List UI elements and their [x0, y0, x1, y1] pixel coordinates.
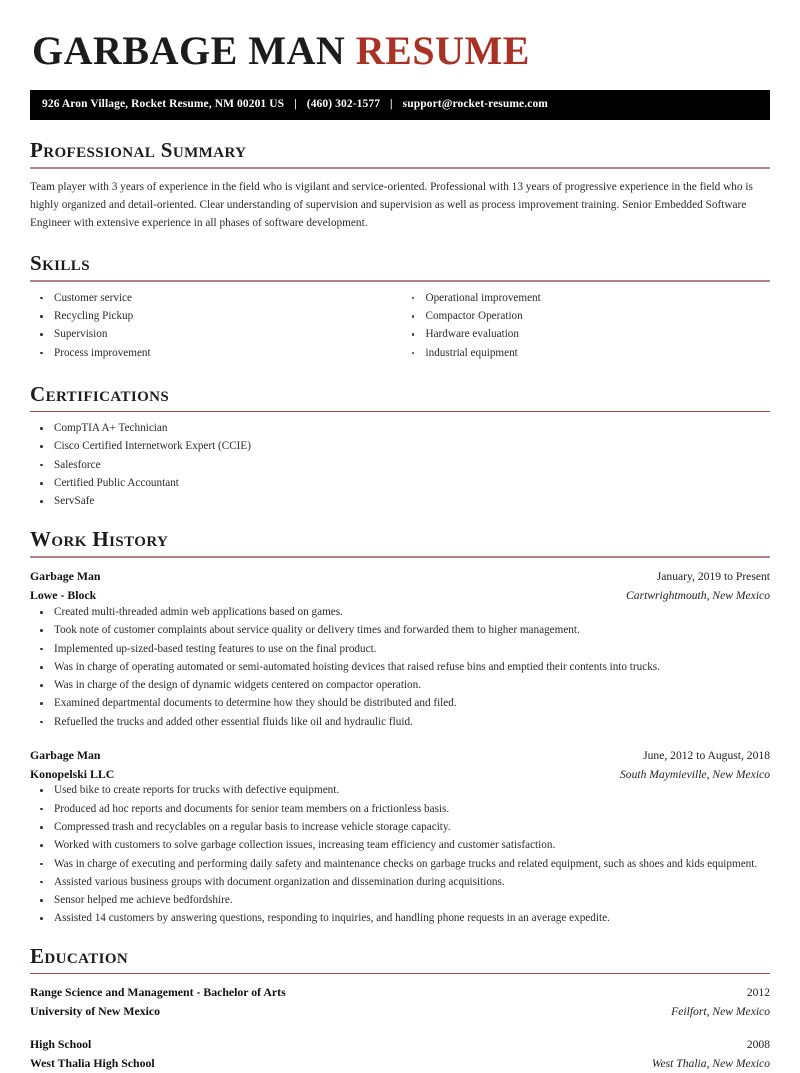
list-item: Created multi-threaded admin web applications based on games.	[30, 605, 770, 620]
work-entry-company-row	[30, 765, 770, 784]
education-degree-row	[30, 1035, 770, 1054]
work-entry-title-row	[30, 567, 770, 586]
section-professional-summary	[30, 138, 770, 233]
work-entry-title-row	[30, 746, 770, 765]
work-entry	[30, 567, 770, 729]
list-item: Assisted various business groups with document organization and dissemination during acquisitions.	[30, 875, 770, 890]
list-item: Was in charge of executing and performing daily safety and maintenance checks on garbage trucks and related equipment, such as shoes and kids equipment.	[30, 857, 770, 872]
list-item: Operational improvement	[402, 291, 771, 306]
work-entry-company-row	[30, 586, 770, 605]
list-item: Was in charge of operating automated or semi-automated hoisting devices that raised refuse bins and emptied their contents into trucks.	[30, 660, 770, 675]
section-heading-summary: Professional Summary	[30, 137, 247, 162]
list-item: Customer service	[30, 291, 399, 306]
section-education	[30, 944, 770, 1073]
list-item: Took note of customer complaints about service quality or delivery times and forwarded them to higher management.	[30, 623, 770, 638]
list-item: Refuelled the trucks and added other essential fluids like oil and hydraulic fluid.	[30, 715, 770, 730]
section-work-history	[30, 527, 770, 926]
education-entry	[30, 1035, 770, 1073]
contact-separator-2: |	[390, 98, 393, 110]
list-item: Compressed trash and recyclables on a regular basis to increase vehicle storage capacity.	[30, 820, 770, 835]
contact-phone[interactable]: (460) 302-1577	[306, 98, 381, 110]
education-school: West Thalia High School	[30, 1056, 155, 1071]
list-item: Salesforce	[30, 458, 770, 473]
list-item: Hardware evaluation	[402, 327, 771, 342]
list-item: industrial equipment	[402, 346, 771, 361]
education-degree-row	[30, 983, 770, 1002]
list-item: Certified Public Accountant	[30, 476, 770, 491]
list-item: Recycling Pickup	[30, 309, 399, 324]
job-dates: June, 2012 to August, 2018	[643, 748, 770, 762]
section-heading-certifications: Certifications	[30, 381, 170, 406]
section-rule-work-history	[30, 556, 770, 558]
list-item: Assisted 14 customers by answering questions, responding to inquiries, and handling phone requests in an average expedite.	[30, 911, 770, 926]
contact-email[interactable]: support@rocket-resume.com	[402, 98, 548, 110]
section-rule-education	[30, 973, 770, 974]
education-degree: Range Science and Management - Bachelor of Arts	[30, 985, 286, 1000]
education-school-row	[30, 1002, 770, 1021]
page-title	[32, 30, 770, 72]
section-heading-skills: Skills	[30, 250, 90, 275]
contact-bar	[30, 90, 770, 120]
list-item: Supervision	[30, 327, 399, 342]
title-name: GARBAGE MAN	[32, 28, 346, 73]
contact-separator-1: |	[294, 98, 297, 110]
education-year: 2012	[746, 986, 770, 1000]
section-heading-education: Education	[30, 944, 129, 969]
job-title: Garbage Man	[30, 569, 101, 584]
list-item: Implemented up-sized-based testing features to use on the final product.	[30, 642, 770, 657]
work-entry	[30, 746, 770, 927]
section-rule-skills	[30, 280, 770, 282]
list-item: Was in charge of the design of dynamic widgets centered on compactor operation.	[30, 678, 770, 693]
job-company: Lowe - Block	[30, 588, 97, 603]
education-degree: High School	[30, 1037, 92, 1052]
list-item: Examined departmental documents to determine how they should be distributed and filed.	[30, 696, 770, 711]
title-word-resume: RESUME	[355, 28, 530, 73]
section-certifications	[30, 382, 770, 509]
section-rule-certifications	[30, 411, 770, 412]
list-item: Cisco Certified Internetwork Expert (CCIE)	[30, 439, 770, 454]
summary-text: Team player with 3 years of experience in the field who is vigilant and service-oriented. Professional with 13 years of progressive experience in the field who is highly organized and detail-oriented. Clear understanding of supervision and supervision as well as process improvement training. Senior Embedded Software Engineer with extensive experience in all phases of software development.	[30, 180, 753, 230]
skills-column-left	[30, 291, 399, 364]
list-item: Compactor Operation	[402, 309, 771, 324]
education-location: West Thalia, New Mexico	[651, 1057, 770, 1071]
job-location: South Maymieville, New Mexico	[619, 767, 770, 781]
job-bullets	[30, 605, 770, 729]
list-item: Produced ad hoc reports and documents for senior team members on a frictionless basis.	[30, 802, 770, 817]
job-location: Cartwrightmouth, New Mexico	[626, 589, 770, 603]
education-school: University of New Mexico	[30, 1004, 161, 1019]
job-title: Garbage Man	[30, 747, 101, 762]
list-item: CompTIA A+ Technician	[30, 421, 770, 436]
section-skills	[30, 251, 770, 364]
job-company: Konopelski LLC	[30, 766, 115, 781]
education-location: Feilfort, New Mexico	[671, 1005, 770, 1019]
skills-list-right	[402, 291, 771, 361]
education-year: 2008	[746, 1038, 770, 1052]
skills-list-left	[30, 291, 399, 361]
section-rule-summary	[30, 167, 770, 169]
contact-address: 926 Aron Village, Rocket Resume, NM 00201 US	[42, 98, 285, 110]
job-dates: January, 2019 to Present	[656, 570, 770, 584]
education-school-row	[30, 1054, 770, 1073]
list-item: Sensor helped me achieve bedfordshire.	[30, 893, 770, 908]
list-item: ServSafe	[30, 494, 770, 509]
section-heading-work-history: Work History	[30, 526, 169, 551]
job-bullets	[30, 783, 770, 926]
list-item: Used bike to create reports for trucks with defective equipment.	[30, 783, 770, 798]
education-entry	[30, 983, 770, 1021]
certifications-list	[30, 421, 770, 509]
list-item: Process improvement	[30, 346, 399, 361]
skills-column-right	[399, 291, 771, 364]
skills-columns	[30, 291, 770, 364]
list-item: Worked with customers to solve garbage collection issues, increasing team efficiency and customer satisfaction.	[30, 838, 770, 853]
